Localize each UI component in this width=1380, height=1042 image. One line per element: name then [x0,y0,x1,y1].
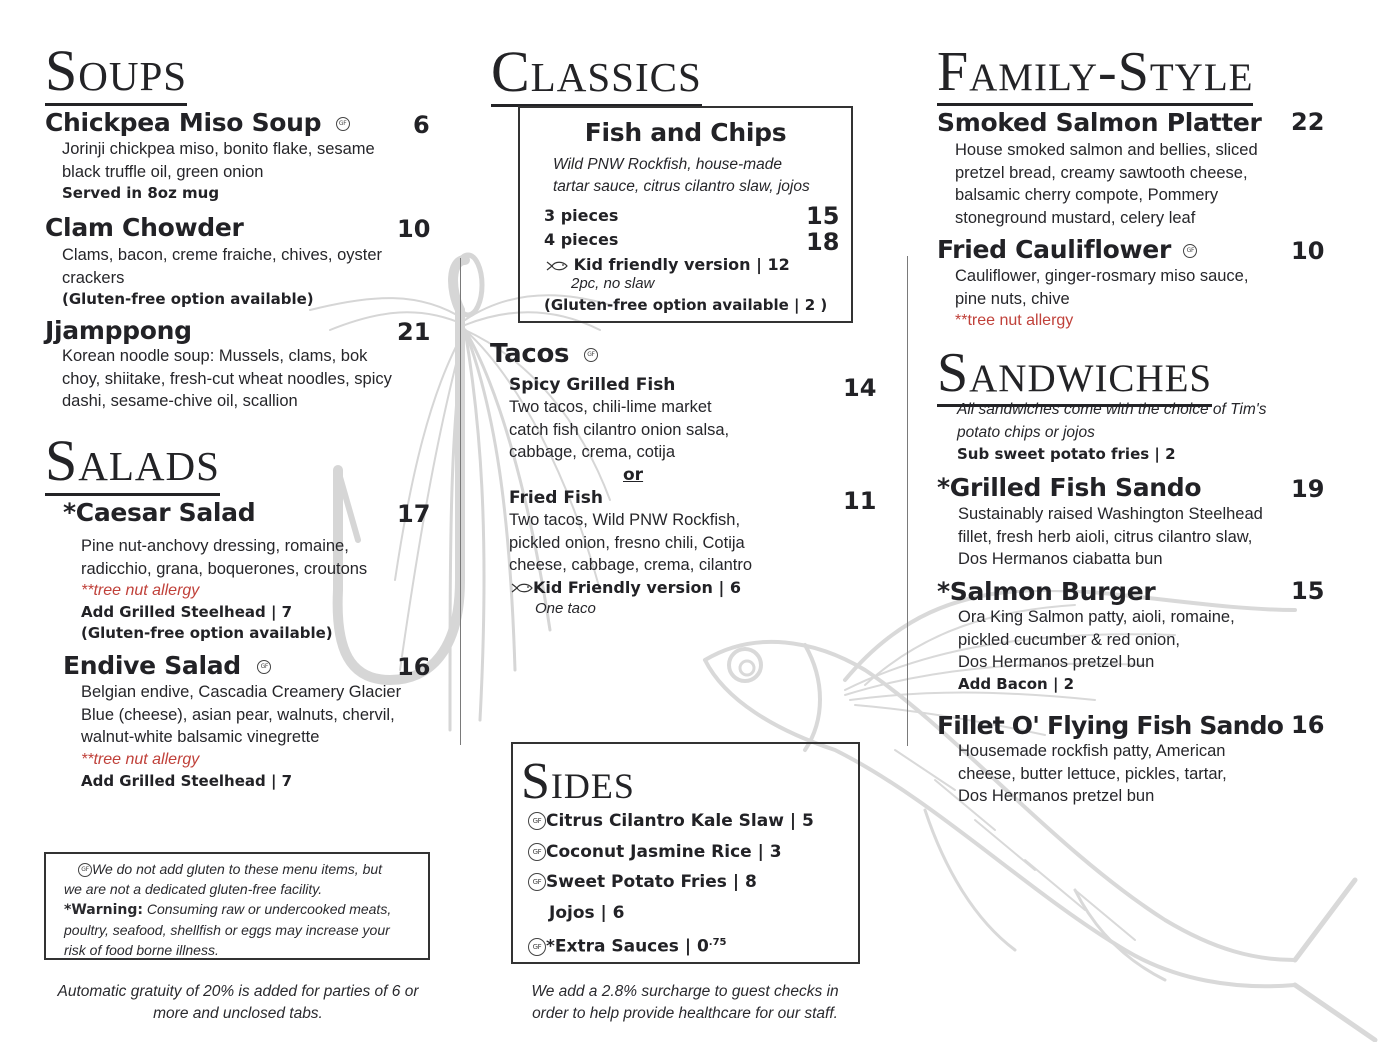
item-description: stoneground mustard, celery leaf [955,208,1196,227]
menu-item-grilled-fish-sando [937,475,1337,571]
item-description: cheese, cabbage, crema, cilantro [509,556,753,574]
item-description: Wild PNW Rockfish, house-made [553,156,782,173]
item-description: pickled onion, fresno chili, Cotija [509,533,745,552]
option-label: 3 pieces [544,206,619,225]
gf-disclaimer-line: We do not add gluten to these menu items, but [92,861,383,877]
item-addon: Add Grilled Steelhead | 7 [81,771,293,790]
item-name: Chickpea Miso Soup [45,108,322,137]
item-description: tartar sauce, citrus cilantro slaw, jojos [553,178,810,195]
item-description: pine nuts, chive [955,289,1070,308]
warning-text: Consuming raw or undercooked meats, [142,901,392,917]
section-title-salads: Salads [45,432,220,496]
gluten-free-icon: GF [528,873,546,891]
menu-item-fillet-o-flying-fish [937,713,1357,808]
side-item: GF Citrus Cilantro Kale Slaw | 5 [528,806,814,837]
sides-box [511,742,860,964]
item-description: Cauliflower, ginger-rosmary miso sauce, [955,267,1249,285]
allergy-warning: **tree nut allergy [955,312,1074,329]
item-price: 21 [397,318,431,346]
item-description: black truffle oil, green onion [62,162,264,181]
item-price: 10 [397,215,431,243]
item-description: catch fish cilantro onion salsa, [509,420,730,439]
gluten-free-icon: GF [528,812,546,830]
item-price: 17 [397,500,431,528]
column-divider-left [460,258,461,745]
item-price: 22 [1291,108,1325,136]
item-name: Jjamppong [45,316,192,345]
item-description: radicchio, grana, boquerones, croutons [81,559,368,578]
option-price: 15 [806,202,840,230]
menu-item-tacos [490,341,880,367]
item-description: fillet, fresh herb aioli, citrus cilantro slaw, [958,527,1253,546]
sandwiches-intro: All sandwiches come with the choice of Tim's potato chips or jojos [957,401,1267,441]
item-note: (Gluten-free option available) [81,624,333,642]
or-separator: or [623,465,644,485]
option-price: 18 [806,228,840,256]
item-name: Fried Fish [509,488,604,508]
item-name: Fillet O' Flying Fish Sando [937,711,1284,740]
kid-version-desc: One taco [535,599,596,617]
surcharge-note: We add a 2.8% surcharge to guest checks in order to help provide healthcare for our staff. [531,983,839,1022]
section-title-family-style: Family-Style [937,44,1253,106]
item-price: 11 [843,487,877,515]
item-name: *Grilled Fish Sando [937,473,1202,502]
side-item: Jojos | 6 [549,902,625,923]
item-price: 16 [397,653,431,681]
section-title-soups: Soups [45,42,187,106]
menu-item-fried-cauliflower [937,237,1337,332]
taco-option-spicy-grilled-fish [509,374,879,464]
item-name: Smoked Salmon Platter [937,108,1262,137]
item-description: Clams, bacon, creme fraiche, chives, oyster [62,246,383,264]
item-description: pickled cucumber & red onion, [958,630,1180,649]
side-item: GF *Extra Sauces | $0^{.75}$ [528,928,814,962]
item-description: cheese, butter lettuce, pickles, tartar, [958,764,1227,783]
item-description: Two tacos, Wild PNW Rockfish, [509,511,741,529]
item-price: 15 [1291,577,1325,605]
gluten-free-icon: GF [528,938,546,956]
item-name: *Caesar Salad [63,498,256,527]
warning-label: *Warning: [64,902,143,918]
menu-item-endive-salad [63,653,435,792]
item-name: *Salmon Burger [937,577,1156,606]
section-title-sandwiches: Sandwiches [937,345,1212,407]
item-description: walnut-white balsamic vinegrette [81,728,320,746]
item-description: choy, shiitake, fresh-cut wheat noodles, spicy [62,369,392,388]
gf-disclaimer-line: we are not a dedicated gluten-free facility. [64,881,323,897]
item-price: 19 [1291,475,1325,503]
item-description: Two tacos, chili-lime market [509,398,712,416]
section-title-classics: Classics [491,43,702,107]
item-name: Spicy Grilled Fish [509,375,676,395]
item-description: Dos Hermanos pretzel bun [958,787,1155,805]
gf-option-note: (Gluten-free option available | 2 ) [544,296,828,314]
allergy-warning: **tree nut allergy [81,582,200,599]
item-price: 14 [843,374,877,402]
item-description: Belgian endive, Cascadia Creamery Glacier [81,683,402,701]
item-name: Tacos [490,339,570,369]
gluten-free-icon: GF [1183,244,1197,258]
item-description: balsamic cherry compote, Pommery [955,186,1219,204]
item-description: Housemade rockfish patty, American [958,742,1226,760]
item-addon: Add Bacon | 2 [958,674,1075,693]
item-note: Served in 8oz mug [62,184,220,202]
item-description: dashi, sesame-chive oil, scallion [62,392,298,410]
gluten-warning-box [44,852,430,960]
section-title-sides: Sides [521,753,635,810]
gluten-free-icon: GF [257,660,271,674]
gluten-free-icon: GF [528,843,546,861]
warning-text: poultry, seafood, shellfish or eggs may increase your [64,922,390,938]
gluten-free-icon: GF [584,348,598,362]
allergy-warning: **tree nut allergy [81,750,200,768]
item-description: Dos Hermanos ciabatta bun [958,550,1163,568]
gluten-free-icon: GF [336,117,350,131]
gratuity-note: Automatic gratuity of 20% is added for parties of 6 or more and unclosed tabs. [57,983,419,1022]
menu-item-smoked-salmon-platter [937,110,1337,229]
menu-item-chickpea-miso-soup [45,110,435,203]
menu-item-caesar-salad [63,500,435,644]
side-item: GF Sweet Potato Fries | 8 [528,867,814,898]
item-name: Endive Salad [63,651,241,680]
item-description: Sustainably raised Washington Steelhead [958,505,1263,523]
sub-fries-note: Sub sweet potato fries | 2 [957,445,1176,463]
column-divider-right [907,256,908,746]
item-description: Ora King Salmon patty, aioli, romaine, [958,608,1235,626]
kid-fish-icon [546,260,568,272]
menu-item-salmon-burger [937,579,1337,695]
side-item: GF Coconut Jasmine Rice | 3 [528,837,814,868]
fish-and-chips-box [518,106,853,323]
gluten-free-icon: GF [78,863,92,877]
item-description: cabbage, crema, cotija [509,443,676,461]
item-price: 16 [1291,711,1325,739]
item-name: Fish and Chips [584,118,787,147]
option-label: 4 pieces [544,230,619,249]
item-description: crackers [62,268,125,287]
item-description: pretzel bread, creamy sawtooth cheese, [955,163,1248,182]
item-note: (Gluten-free option available) [62,290,314,308]
kid-version-label: Kid friendly version | 12 [573,255,790,274]
kid-fish-icon [511,582,533,594]
item-description: Blue (cheese), asian pear, walnuts, chervil, [81,705,395,724]
item-description: Jorinji chickpea miso, bonito flake, sesame [62,140,375,158]
item-description: Dos Hermanos pretzel bun [958,653,1155,671]
kid-version-desc: 2pc, no slaw [571,275,655,292]
item-description: Pine nut-anchovy dressing, romaine, [81,537,349,555]
item-description: House smoked salmon and bellies, sliced [955,141,1258,159]
menu-item-jjamppong [45,318,435,413]
menu-item-clam-chowder [45,215,435,309]
item-description: Korean noodle soup: Mussels, clams, bok [62,347,368,365]
item-addon: Add Grilled Steelhead | 7 [81,603,293,621]
taco-option-fried-fish [509,487,879,619]
item-name: Clam Chowder [45,213,244,242]
item-name: Fried Cauliflower [937,235,1171,264]
kid-version-label: Kid Friendly version | 6 [533,577,742,597]
item-price: 6 [413,111,430,139]
item-price: 10 [1291,237,1325,265]
warning-text: risk of food borne illness. [64,942,219,958]
